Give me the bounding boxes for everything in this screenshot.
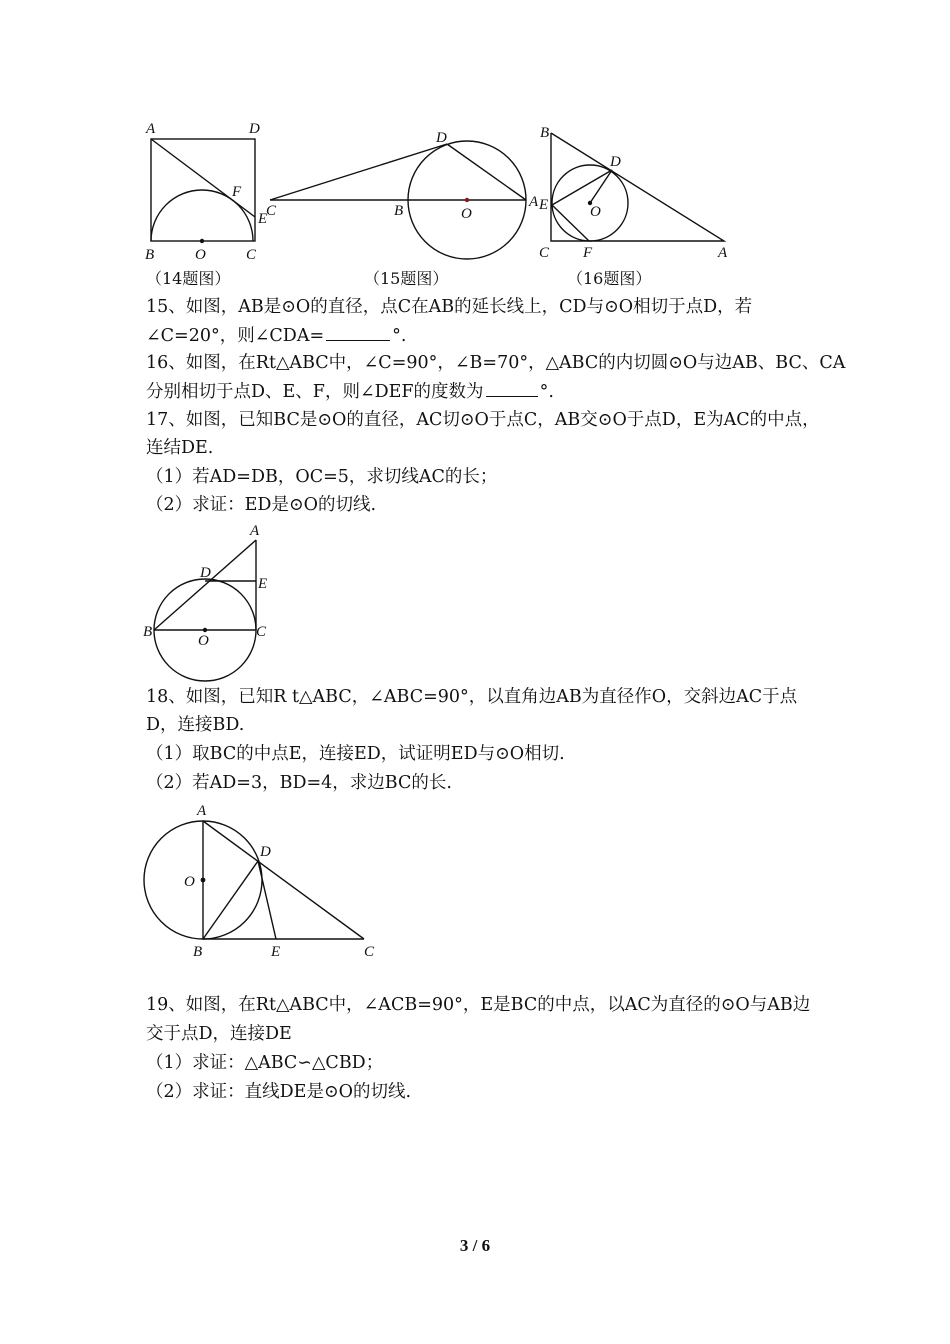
q19-line2: 交于点D，连接DE xyxy=(146,1024,292,1044)
label-c: C xyxy=(266,203,277,219)
q19-part1: （1）求证：△ABC∽△CBD； xyxy=(146,1053,384,1073)
label-b: B xyxy=(193,944,203,960)
q18-line2: D，连接BD. xyxy=(146,715,245,735)
q17-line1: 17、如图，已知BC是⊙O的直径，AC切⊙O于点C，AB交⊙O于点D，E为AC的中点， xyxy=(146,410,820,430)
label-o: O xyxy=(184,874,195,890)
q17-part2: （2）求证：ED是⊙O的切线. xyxy=(146,495,377,515)
q16-line2-pre: 分别相切于点D、E、F，则∠DEF的度数为 xyxy=(146,382,484,402)
segment-ab xyxy=(154,540,256,630)
label-c: C xyxy=(256,624,267,640)
q15-line2-post: °. xyxy=(392,326,407,346)
figure-17 xyxy=(140,520,280,682)
label-o: O xyxy=(195,247,206,263)
label-e: E xyxy=(258,211,268,227)
q17-line2: 连结DE. xyxy=(146,438,214,458)
q18-line1: 18、如图，已知R t△ABC，∠ABC=90°，以直角边AB为直径作O，交斜边AC于点 xyxy=(146,687,798,707)
segment-ae xyxy=(151,139,255,217)
caption-14: （14题图） xyxy=(146,269,231,288)
label-f: F xyxy=(232,184,242,200)
label-d: D xyxy=(260,844,271,860)
label-o: O xyxy=(590,204,601,220)
q15-line1: 15、如图，AB是⊙O的直径，点C在AB的延长线上，CD与⊙O相切于点D，若 xyxy=(146,297,753,317)
q15-line2-pre: ∠C=20°，则∠CDA= xyxy=(146,326,325,346)
label-o: O xyxy=(461,206,472,222)
caption-15: （15题图） xyxy=(364,269,449,288)
figure-16 xyxy=(533,120,738,267)
label-b: B xyxy=(394,203,404,219)
label-e: E xyxy=(258,576,268,592)
label-a: A xyxy=(146,121,156,137)
hypotenuse-ac xyxy=(203,821,364,939)
q15-line2 xyxy=(146,324,406,347)
q16-answer-blank[interactable] xyxy=(486,380,538,397)
label-e: E xyxy=(271,944,281,960)
label-d: D xyxy=(249,121,260,137)
figure-18 xyxy=(140,796,385,962)
center-o-dot xyxy=(201,878,206,883)
label-d: D xyxy=(610,154,621,170)
label-a: A xyxy=(529,194,539,210)
q16-line2 xyxy=(146,380,554,403)
q17-part1: （1）若AD=DB，OC=5，求切线AC的长； xyxy=(146,467,498,487)
page-number: 3 / 6 xyxy=(459,1236,491,1255)
label-o: O xyxy=(198,633,209,649)
de xyxy=(552,170,612,205)
q16-line1: 16、如图，在Rt△ABC中，∠C=90°，∠B=70°，△ABC的内切圆⊙O与边AB、BC、CA xyxy=(146,353,846,373)
label-b: B xyxy=(145,247,155,263)
label-f: F xyxy=(583,245,593,261)
chord-da xyxy=(447,144,526,200)
od xyxy=(590,170,612,203)
label-b: B xyxy=(540,125,550,141)
q18-part1: （1）取BC的中点E，连接ED，试证明ED与⊙O相切. xyxy=(146,744,565,764)
figure-15 xyxy=(262,125,552,267)
label-a: A xyxy=(250,523,260,539)
label-a: A xyxy=(718,245,728,261)
label-d: D xyxy=(200,565,211,581)
label-c: C xyxy=(364,944,375,960)
label-c: C xyxy=(539,245,550,261)
segment-bd xyxy=(203,861,258,939)
q16-line2-post: °. xyxy=(539,382,554,402)
triangle-abc xyxy=(551,133,724,241)
tangent-cd xyxy=(270,144,447,200)
label-a: A xyxy=(197,803,207,819)
label-e: E xyxy=(539,197,549,213)
q18-part2: （2）若AD=3，BD=4，求边BC的长. xyxy=(146,773,452,793)
center-o-dot xyxy=(203,628,207,632)
label-b: B xyxy=(143,624,153,640)
center-o-dot xyxy=(200,239,204,243)
label-d: D xyxy=(436,130,447,146)
q19-part2: （2）求证：直线DE是⊙O的切线. xyxy=(146,1082,412,1102)
caption-16: （16题图） xyxy=(567,269,652,288)
label-c: C xyxy=(246,247,257,263)
q15-answer-blank[interactable] xyxy=(326,324,390,341)
center-o-dot xyxy=(465,198,469,202)
q19-line1: 19、如图，在Rt△ABC中，∠ACB=90°，E是BC的中点，以AC为直径的⊙O与AB边 xyxy=(146,995,811,1015)
figure-14 xyxy=(140,118,275,268)
